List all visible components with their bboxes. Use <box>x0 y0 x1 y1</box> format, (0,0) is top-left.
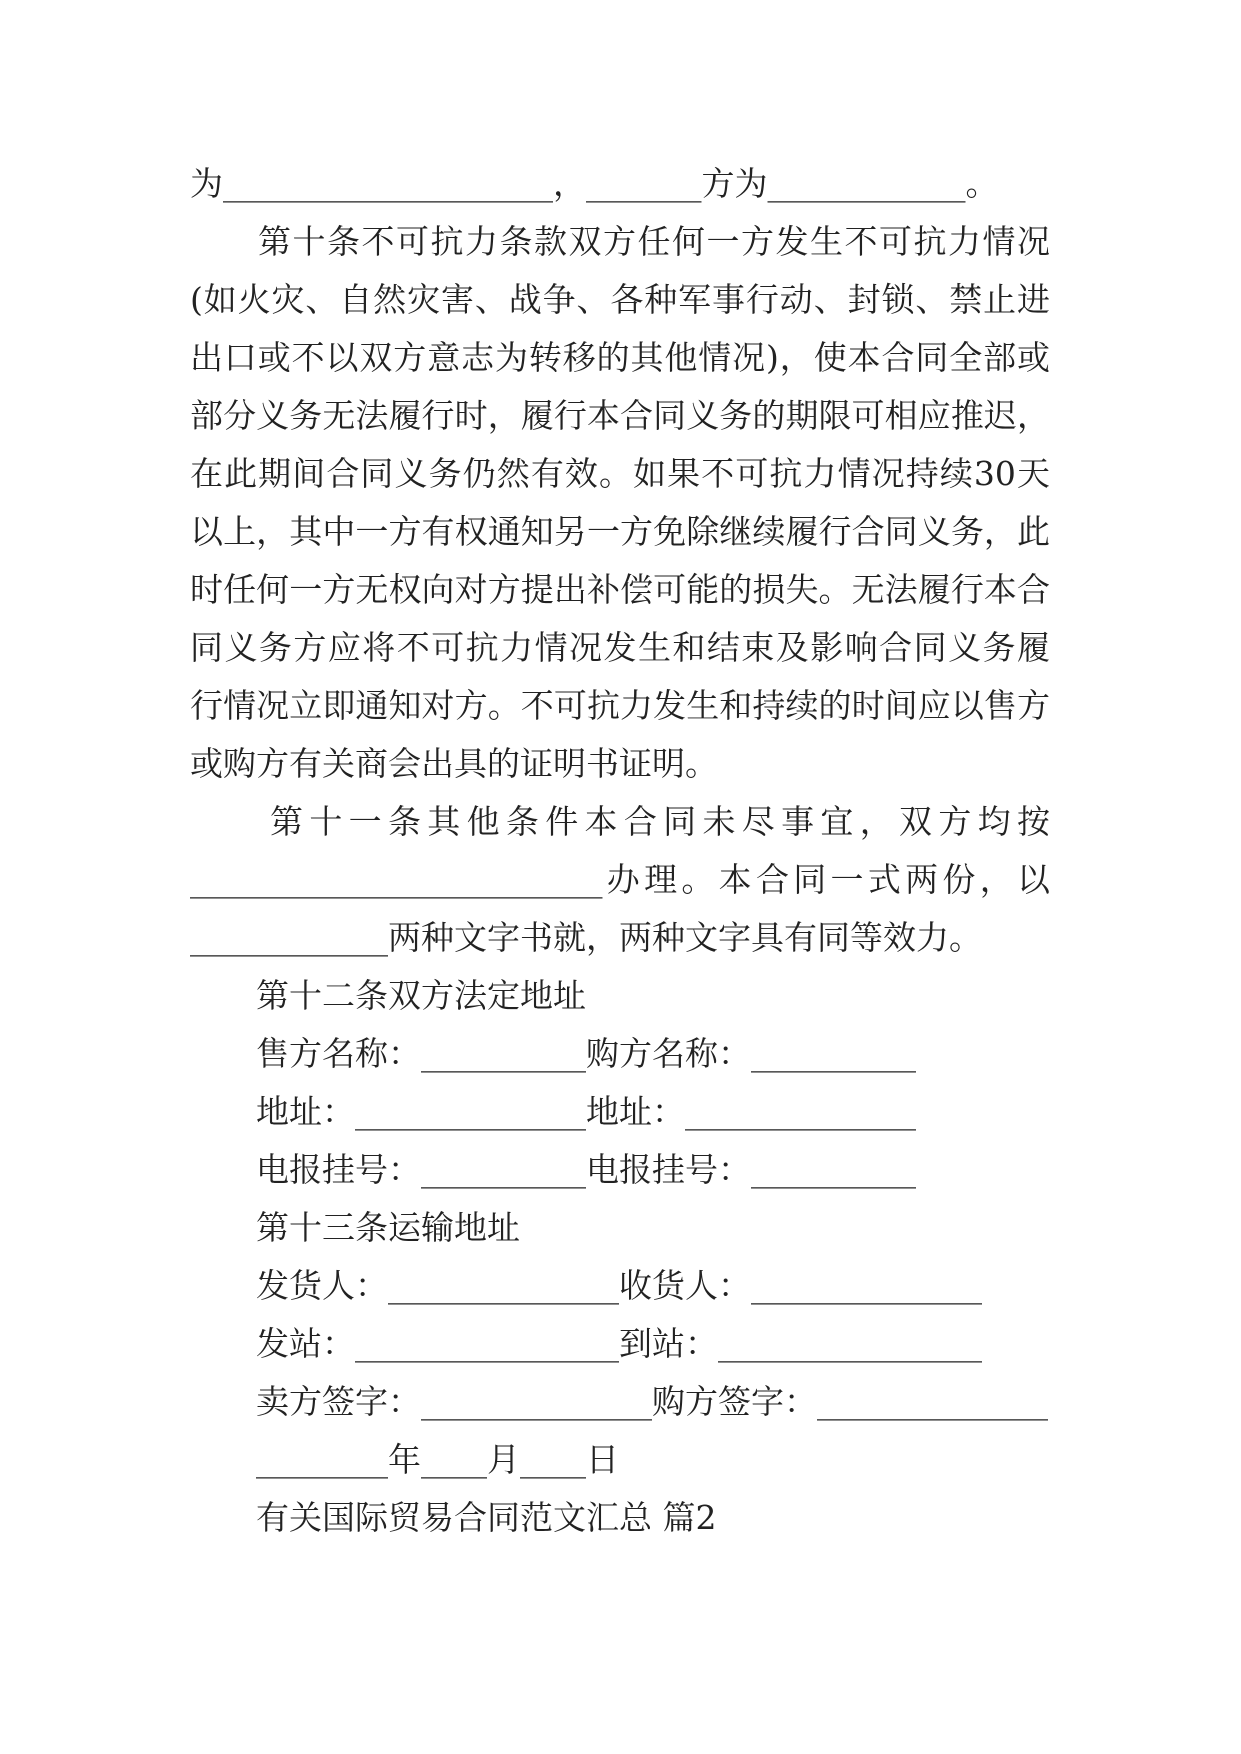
text-line: _________________________办理。本合同一式两份，以 <box>190 860 1050 899</box>
signature-line: 卖方签字：______________购方签字：______________ <box>256 1382 1048 1421</box>
seller-buyer-name-line: 售方名称：__________购方名称：__________ <box>256 1034 916 1073</box>
text-line: 出口或不以双方意志为转移的其他情况)，使本合同全部或 <box>190 338 1050 377</box>
date-line: ________年____月____日 <box>256 1440 619 1479</box>
text-line: 或购方有关商会出具的证明书证明。 <box>190 744 718 783</box>
text-line: (如火灾、自然灾害、战争、各种军事行动、封锁、禁止进 <box>190 280 1050 319</box>
telegraph-line: 电报挂号：__________电报挂号：__________ <box>256 1150 916 1189</box>
text-line: 行情况立即通知对方。不可抗力发生和持续的时间应以售方 <box>190 686 1050 725</box>
station-line: 发站：________________到站：________________ <box>256 1324 982 1363</box>
address-line: 地址：______________地址：______________ <box>256 1092 916 1131</box>
next-article-title: 有关国际贸易合同范文汇总 篇2 <box>256 1498 717 1537</box>
paragraph-heading-article-10: 第十条不可抗力条款双方任何一方发生不可抗力情况 <box>258 222 1050 261</box>
text-line: 为____________________，_______方为____________。 <box>190 164 999 203</box>
text-line: 时任何一方无权向对方提出补偿可能的损失。无法履行本合 <box>190 570 1050 609</box>
section-heading-article-13: 第十三条运输地址 <box>256 1208 520 1247</box>
text-line: 部分义务无法履行时，履行本合同义务的期限可相应推迟， <box>190 396 1050 435</box>
consignor-consignee-line: 发货人：______________收货人：______________ <box>256 1266 982 1305</box>
section-heading-article-12: 第十二条双方法定地址 <box>256 976 586 1015</box>
text-line: 同义务方应将不可抗力情况发生和结束及影响合同义务履 <box>190 628 1050 667</box>
text-line: 在此期间合同义务仍然有效。如果不可抗力情况持续30天 <box>190 454 1050 493</box>
text-line: 以上，其中一方有权通知另一方免除继续履行合同义务，此 <box>190 512 1050 551</box>
paragraph-heading-article-11: 第十一条其他条件本合同未尽事宜，双方均按 <box>270 802 1050 841</box>
text-line: ____________两种文字书就，两种文字具有同等效力。 <box>190 918 982 957</box>
